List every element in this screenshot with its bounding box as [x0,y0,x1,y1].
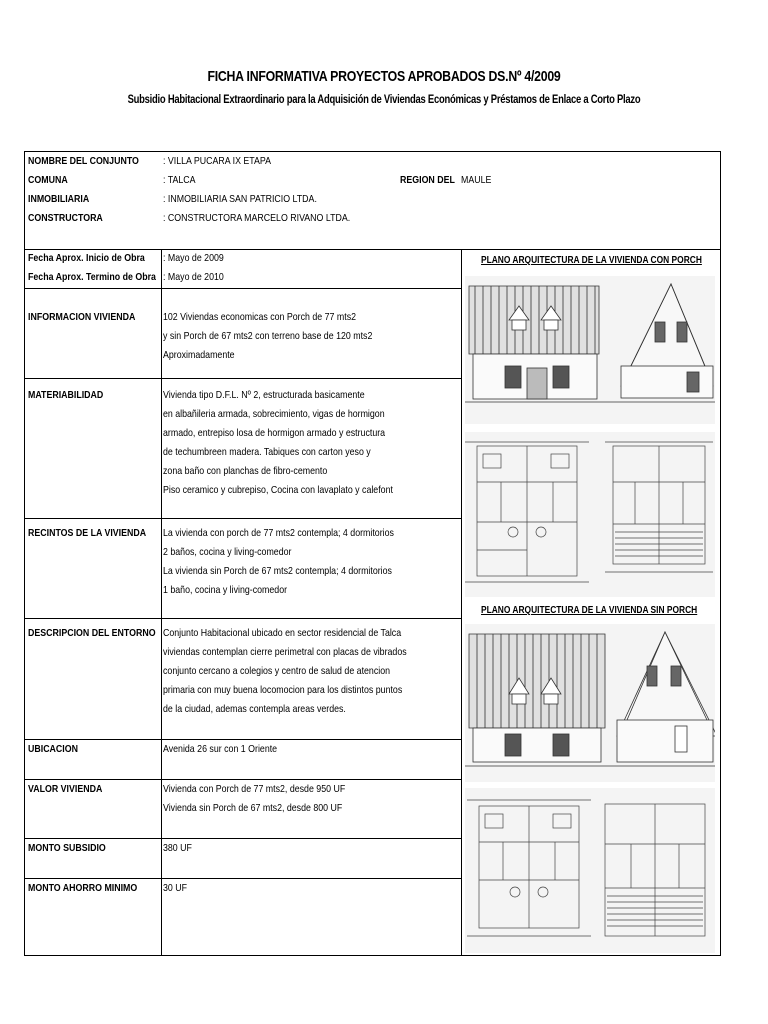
comuna-label: COMUNA [28,174,68,186]
valor-label: VALOR VIVIENDA [28,783,103,795]
nombre-label: NOMBRE DEL CONJUNTO [28,155,139,167]
inmobiliaria-label: INMOBILIARIA [28,193,90,205]
elevation-without-porch-drawing [465,624,715,782]
region-label: REGION DEL [400,174,455,186]
plan-with-porch-caption: PLANO ARQUITECTURA DE LA VIVIENDA CON PORCH [481,255,702,266]
materiabilidad-line: Piso ceramico y cubrepiso, Cocina con lavaplato y calefont [163,484,393,496]
valor-line: Vivienda con Porch de 77 mts2, desde 950 UF [163,783,346,795]
materiabilidad-line: en albañileria armada, sobrecimiento, vigas de hormigon [163,408,385,420]
entorno-line: Conjunto Habitacional ubicado en sector residencial de Talca [163,627,402,639]
entorno-line: conjunto cercano a colegios y centro de salud de atencion [163,665,391,677]
info-vivienda-line: y sin Porch de 67 mts2 con terreno base de 120 mts2 [163,330,373,342]
ahorro-label: MONTO AHORRO MINIMO [28,882,138,894]
termino-value: : Mayo de 2010 [163,271,224,283]
materiabilidad-line: zona baño con planchas de fibro-cemento [163,465,328,477]
entorno-line: primaria con muy buena locomocion para los distintos puntos [163,684,403,696]
materiabilidad-line: armado, entrepiso losa de hormigon armado y estructura [163,427,386,439]
recintos-line: 1 baño, cocina y living-comedor [163,584,288,596]
info-table [24,151,721,956]
recintos-line: 2 baños, cocina y living-comedor [163,546,292,558]
materiabilidad-line: de techumbreen madera. Tabiques con carton yeso y [163,446,371,458]
floorplan-with-porch-drawing [465,432,715,597]
recintos-label: RECINTOS DE LA VIVIENDA [28,527,147,539]
materiabilidad-line: Vivienda tipo D.F.L. Nº 2, estructurada basicamente [163,389,365,401]
plan-without-porch-caption: PLANO ARQUITECTURA DE LA VIVIENDA SIN PORCH [481,605,698,616]
constructora-value: : CONSTRUCTORA MARCELO RIVANO LTDA. [163,212,351,224]
entorno-label: DESCRIPCION DEL ENTORNO [28,627,156,639]
recintos-line: La vivienda sin Porch de 67 mts2 contempla; 4 dormitorios [163,565,392,577]
page-subtitle: Subsidio Habitacional Extraordinario para la Adquisición de Viviendas Económicas y Préstamos de Enlace a Corto Plazo [127,94,641,106]
region-value: MAULE [461,174,492,186]
entorno-line: viviendas contemplan cierre perimetral con placas de vibrados [163,646,407,658]
entorno-line: de la ciudad, ademas contempla areas verdes. [163,703,346,715]
inmobiliaria-value: : INMOBILIARIA SAN PATRICIO LTDA. [163,193,317,205]
ahorro-line: 30 UF [163,882,188,894]
floorplan-without-porch-drawing [465,788,715,953]
info-vivienda-line: 102 Viviendas economicas con Porch de 77 mts2 [163,311,357,323]
subsidio-label: MONTO SUBSIDIO [28,842,106,854]
subsidio-line: 380 UF [163,842,192,854]
ubicacion-label: UBICACION [28,743,78,755]
inicio-value: : Mayo de 2009 [163,252,224,264]
inicio-label: Fecha Aprox. Inicio de Obra [28,252,145,264]
materiabilidad-label: MATERIABILIDAD [28,389,104,401]
info-vivienda-label: INFORMACION VIVIENDA [28,311,136,323]
ubicacion-line: Avenida 26 sur con 1 Oriente [163,743,278,755]
nombre-value: : VILLA PUCARA IX ETAPA [163,155,272,167]
page-title: FICHA INFORMATIVA PROYECTOS APROBADOS DS.Nº 4/2009 [207,68,561,85]
comuna-value: : TALCA [163,174,196,186]
elevation-with-porch-drawing [465,276,715,424]
valor-line: Vivienda sin Porch de 67 mts2, desde 800 UF [163,802,343,814]
constructora-label: CONSTRUCTORA [28,212,103,224]
info-vivienda-line: Aproximadamente [163,349,235,361]
termino-label: Fecha Aprox. Termino de Obra [28,271,156,283]
recintos-line: La vivienda con porch de 77 mts2 contempla; 4 dormitorios [163,527,394,539]
